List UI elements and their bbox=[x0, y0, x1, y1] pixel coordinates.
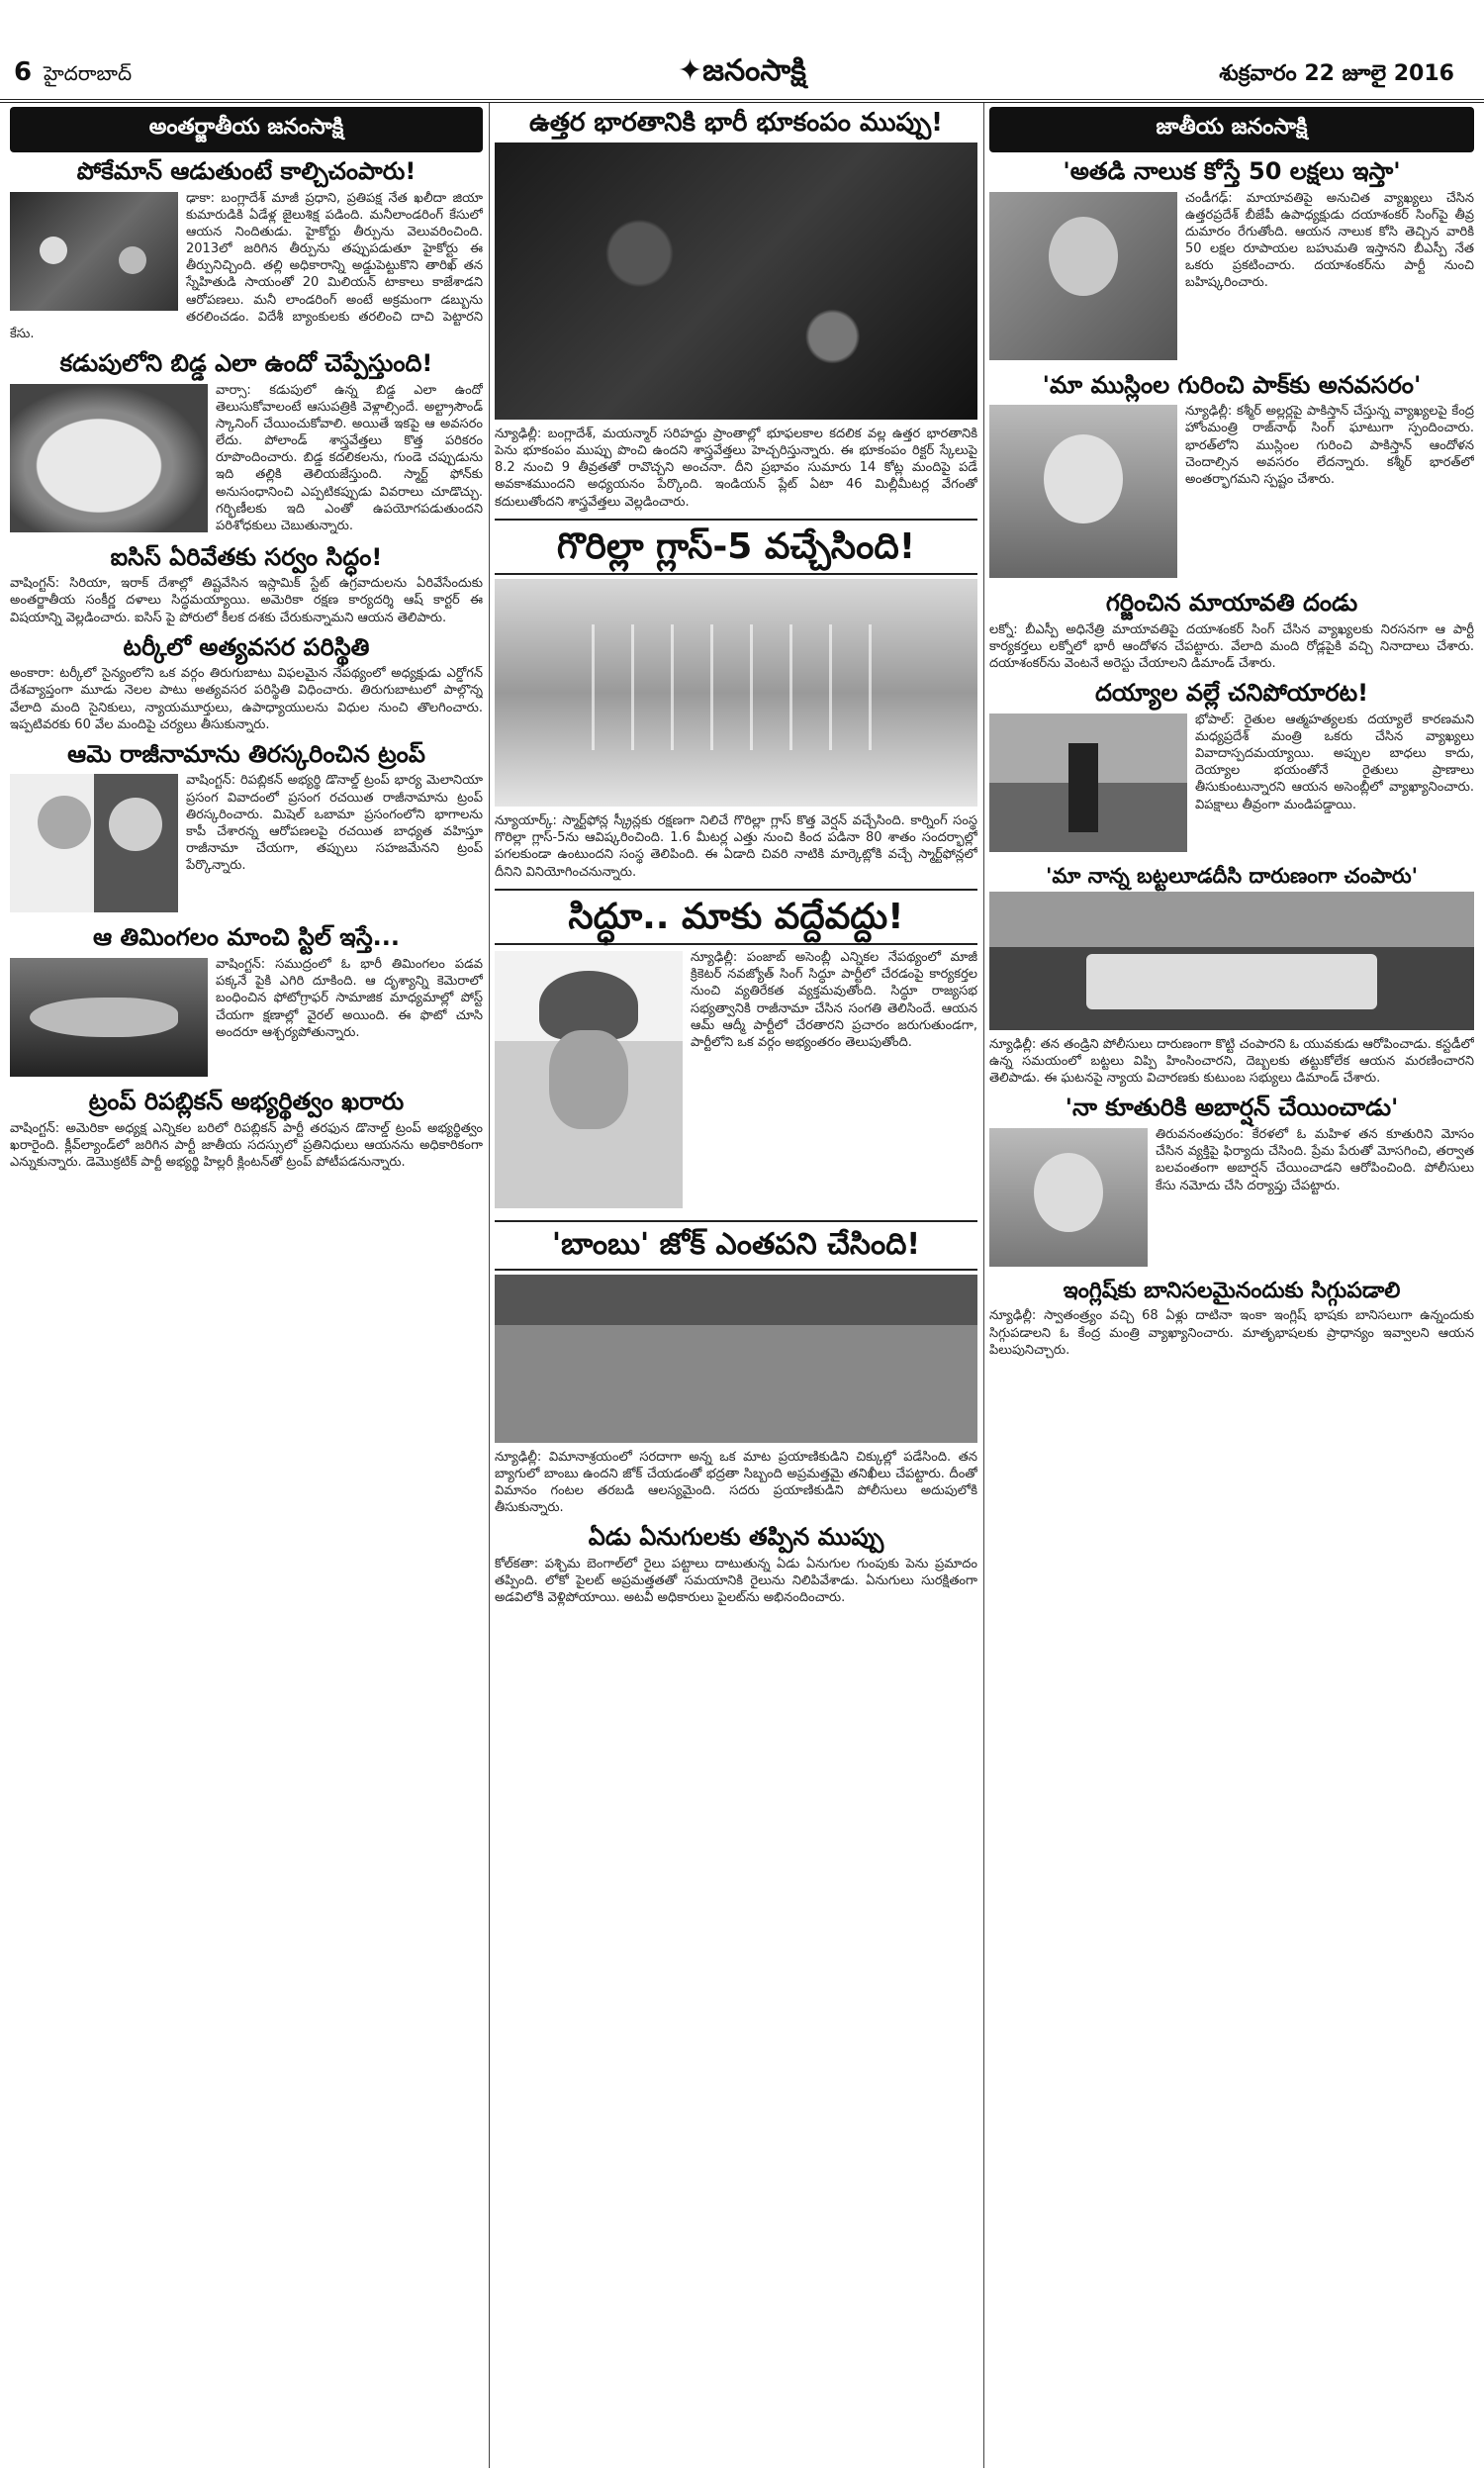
story-body: కోల్‌కతా: పశ్చిమ బెంగాల్‌లో రైలు పట్టాలు దాటుతున్న ఏడు ఏనుగుల గుంపుకు పెను ప్రమాదం తప్పింది. లోకో పైలట్ అప్రమత్తతతో సమయానికి రైలును నిలిపివేశాడు. ఏనుగులు సురక్షితంగా అడవిలోకి వెళ్లిపోయాయి. అటవీ అధికారులు పైలట్‌ను అభినందించారు. bbox=[495, 1556, 977, 1606]
column-center bbox=[495, 103, 977, 2468]
gorilla-glass-photo bbox=[495, 579, 977, 807]
headline: సిద్ధూ.. మాకు వద్దేవద్దు! bbox=[495, 889, 977, 945]
story-body: వాషింగ్టన్: అమెరికా అధ్యక్ష ఎన్నికల బరిలో రిపబ్లికన్ పార్టీ తరఫున డొనాల్డ్ ట్రంప్ అభ్యర్థిత్వం ఖరారైంది. క్లీవ్‌ల్యాండ్‌లో జరిగిన పార్టీ జాతీయ సదస్సులో ప్రతినిధులు ఆయనను అధికారికంగా ఎన్నుకున్నారు. డెమొక్రటిక్ పార్టీ అభ్యర్థి హిల్లరీ క్లింటన్‌తో ట్రంప్ పోటీపడనున్నారు. bbox=[10, 1120, 483, 1170]
story-sidhu bbox=[495, 889, 977, 1212]
airport-photo bbox=[495, 1275, 977, 1443]
headline: ట్రంప్ రిపబ్లికన్ అభ్యర్థిత్వం ఖరారు bbox=[88, 1088, 405, 1116]
story-tongue-bounty bbox=[989, 158, 1474, 364]
story-isis bbox=[10, 544, 483, 626]
story-body: న్యూఢిల్లీ: తన తండ్రిని పోలీసులు దారుణంగా కొట్టి చంపారని ఓ యువకుడు ఆరోపించాడు. కస్టడీలో ఉన్న సమయంలో బట్టలు విప్పి హింసించారని, దెబ్బలకు తట్టుకోలేక ఆయన మరణించారని తెలిపాడు. ఈ ఘటనపై న్యాయ విచారణకు కుటుంబ సభ్యులు డిమాండ్ చేశారు. bbox=[989, 1036, 1474, 1087]
story-trump-resignation bbox=[10, 741, 483, 917]
police-van-photo bbox=[989, 892, 1474, 1030]
story-earthquake bbox=[495, 109, 977, 511]
headline: ఏడు ఏనుగులకు తప్పిన ముప్పు bbox=[588, 1523, 884, 1552]
story-body: న్యూయార్క్: స్మార్ట్‌ఫోన్ల స్క్రీన్లకు రక్షణగా నిలిచే గొరిల్లా గ్లాస్ కొత్త వెర్షన్ వచ్చేసింది. కార్నింగ్ సంస్థ గొరిల్లా గ్లాస్-5ను ఆవిష్కరించింది. 1.6 మీటర్ల ఎత్తు నుంచి కింద పడినా 80 శాతం సందర్భాల్లో పగలకుండా ఉంటుందని సంస్థ తెలిపింది. ఈ ఏడాది చివరి నాటికి మార్కెట్లోకి వచ్చే స్మార్ట్‌ఫోన్లలో దీనిని వినియోగించనున్నారు. bbox=[495, 813, 977, 880]
headline: ఇంగ్లిష్‌కు బానిసలమైనందుకు సిగ్గుపడాలి bbox=[1063, 1279, 1401, 1304]
column-national bbox=[989, 103, 1474, 2468]
headline: 'నా కూతురికి అబార్షన్ చేయించాడు' bbox=[1065, 1094, 1399, 1122]
headline: కడుపులోని బిడ్డ ఎలా ఉందో చెప్పేస్తుంది! bbox=[59, 349, 433, 377]
story-body: న్యూఢిల్లీ: బంగ్లాదేశ్, మయన్మార్ సరిహద్దు ప్రాంతాల్లో భూఫలకాల కదలిక వల్ల ఉత్తర భారతానికి పెను భూకంపం ముప్పు పొంచి ఉందని శాస్త్రవేత్తలు హెచ్చరిస్తున్నారు. ఈ భూకంపం రిక్టర్ స్కేలుపై 8.2 నుంచి 9 తీవ్రతతో రావొచ్చని అంచనా. దీని ప్రభావం సుమారు 14 కోట్ల మందిపై పడే అవకాశముందని అధ్యయనం పేర్కొంది. ఇండియన్ ప్లేట్ ఏటా 46 మిల్లీమీటర్ల వేగంతో కదులుతోందని శాస్త్రవేత్తలు వెల్లడించారు. bbox=[495, 426, 977, 510]
story-rajnath bbox=[989, 372, 1474, 583]
headline: ఆ తిమింగలం మాంచి స్టిల్ ఇస్తే... bbox=[92, 923, 401, 952]
headline: 'అతడి నాలుక కోస్తే 50 లక్షలు ఇస్తా' bbox=[1063, 157, 1401, 185]
satellite-map-photo bbox=[495, 143, 977, 420]
story-body: న్యూఢిల్లీ: స్వాతంత్ర్యం వచ్చి 68 ఏళ్లు దాటినా ఇంకా ఇంగ్లిష్ భాషకు బానిసలుగా ఉన్నందుకు సిగ్గుపడాలని ఓ కేంద్ర మంత్రి వ్యాఖ్యానించారు. మాతృభాషలకు ప్రాధాన్యం ఇవ్వాలని ఆయన పిలుపునిచ్చారు. bbox=[989, 1308, 1474, 1358]
story-body: వాషింగ్టన్: సిరియా, ఇరాక్ దేశాల్లో తిష్టవేసిన ఇస్లామిక్ స్టేట్ ఉగ్రవాదులను ఏరివేసేందుకు అంతర్జాతీయ సంకీర్ణ దళాలు సిద్ధమయ్యాయి. అమెరికా రక్షణ కార్యదర్శి ఆష్ కార్టర్ ఈ విషయాన్ని వెల్లడించారు. ఐసిస్ పై పోరులో కీలక దశకు చేరుకున్నామని ఆయన తెలిపారు. bbox=[10, 576, 483, 625]
story-elephants bbox=[495, 1524, 977, 1606]
section-label-international: అంతర్జాతీయ జనంసాక్షి bbox=[10, 107, 483, 152]
story-body: తిరువనంతపురం: కేరళలో ఓ మహిళ తన కూతురిని మోసం చేసిన వ్యక్తిపై ఫిర్యాదు చేసింది. ప్రేమ పేరుతో మోసగించి, తర్వాత బలవంతంగా అబార్షన్ చేయించాడని ఆరోపించింది. పోలీసులు కేసు నమోదు చేసి దర్యాప్తు చేపట్టారు. bbox=[1156, 1127, 1474, 1193]
story-turkey bbox=[10, 634, 483, 733]
story-trump-nomination bbox=[10, 1089, 483, 1171]
column-divider bbox=[983, 103, 984, 2468]
headline: 'మా నాన్న బట్టలూడదీసి దారుణంగా చంపారు' bbox=[1045, 863, 1419, 888]
page-number: 6 bbox=[14, 57, 33, 87]
pregnancy-photo bbox=[10, 384, 208, 532]
story-body: న్యూఢిల్లీ: విమానాశ్రయంలో సరదాగా అన్న ఒక మాట ప్రయాణికుడిని చిక్కుల్లో పడేసింది. తన బ్యాగులో బాంబు ఉందని జోక్ చేయడంతో భద్రతా సిబ్బంది అప్రమత్తమై తనిఖీలు చేపట్టారు. దీంతో విమానం గంటల తరబడి ఆలస్యమైంది. సదరు ప్రయాణికుడిని పోలీసులు అదుపులోకి తీసుకున్నారు. bbox=[495, 1449, 977, 1516]
whale-photo bbox=[10, 958, 208, 1077]
story-body: వాషింగ్టన్: సముద్రంలో ఓ భారీ తిమింగలం పడవ పక్కనే పైకి ఎగిరి దూకింది. ఆ దృశ్యాన్ని కెమెరాలో బంధించిన ఫోటోగ్రాఫర్ సామాజిక మాధ్యమాల్లో పోస్ట్ చేయగా క్షణాల్లో వైరల్ అయింది. ఈ ఫొటో చూసి అందరూ ఆశ్చర్యపోతున్నారు. bbox=[216, 957, 483, 1040]
headline: ఉత్తర భారతానికి భారీ భూకంపం ముప్పు! bbox=[528, 108, 944, 138]
headline: టర్కీలో అత్యవసర పరిస్థితి bbox=[123, 632, 370, 661]
bsp-leader-photo bbox=[989, 192, 1177, 360]
story-baby-monitor bbox=[10, 350, 483, 536]
newspaper-logo: ✦జనంసాక్షి bbox=[678, 53, 806, 88]
story-pokemon bbox=[10, 158, 483, 342]
story-body: న్యూఢిల్లీ: పంజాబ్ అసెంబ్లీ ఎన్నికల నేపథ్యంలో మాజీ క్రికెటర్ నవజ్యోత్ సింగ్ సిద్ధూ పార్టీలో చేరడంపై కార్యకర్తల నుంచి వ్యతిరేకత వ్యక్తమవుతోంది. సిద్ధూ రాజ్యసభ సభ్యత్వానికి రాజీనామా చేసిన సంగతి తెలిసిందే. ఆయన ఆమ్ ఆద్మీ పార్టీలో చేరతారని ప్రచారం జరుగుతుండగా, పార్టీలోని ఒక వర్గం అభ్యంతరం తెలుపుతోంది. bbox=[691, 950, 977, 1050]
story-custody-death bbox=[989, 864, 1474, 1088]
sidhu-photo bbox=[495, 951, 683, 1208]
story-body: న్యూఢిల్లీ: కశ్మీర్ అల్లర్లపై పాకిస్తాన్ చేస్తున్న వ్యాఖ్యలపై కేంద్ర హోంమంత్రి రాజ్‌నాథ్ సింగ్ ఘాటుగా స్పందించారు. భారత్‌లోని ముస్లింల గురించి పాకిస్తాన్ ఆందోళన చెందాల్సిన అవసరం లేదన్నారు. కశ్మీర్ భారత్‌లో అంతర్భాగమని స్పష్టం చేశారు. bbox=[1185, 404, 1474, 487]
story-mayawati-protest bbox=[989, 590, 1474, 672]
column-international bbox=[10, 103, 483, 2468]
story-ghosts bbox=[989, 680, 1474, 856]
headline: ఆమె రాజీనామాను తిరస్కరించిన ట్రంప్ bbox=[67, 739, 425, 768]
story-gorilla-glass bbox=[495, 519, 977, 881]
story-body: ఢాకా: బంగ్లాదేశ్ మాజీ ప్రధాని, ప్రతిపక్ష నేత ఖలీదా జియా కుమారుడికి ఏడేళ్ల జైలుశిక్ష పడింది. మనీలాండరింగ్ కేసులో ఆయన నిందితుడు. హైకోర్టు తీర్పును వెలువరించింది. 2013లో జరిగిన తీర్పును తప్పుపడుతూ హైకోర్టు ఈ తీర్పునిచ్చింది. తల్లి అధికారాన్ని అడ్డుపెట్టుకొని తారిఖ్ తన స్నేహితుడి సాయంతో 20 మిలియన్ టాకాలు కాజేశాడని ఆరోపణలు. మనీ లాండరింగ్ అంటే అక్రమంగా డబ్బును తరలించడం. విదేశీ బ్యాంకులకు తరలించి దాచి పెట్టారని కేసు. bbox=[10, 190, 483, 341]
headline: దయ్యాల వల్లే చనిపోయారట! bbox=[1094, 679, 1369, 708]
story-bomb-joke bbox=[495, 1220, 977, 1516]
story-abortion bbox=[989, 1094, 1474, 1271]
story-body: వార్సా: కడుపులో ఉన్న బిడ్డ ఎలా ఉందో తెలుసుకోవాలంటే ఆసుపత్రికి వెళ్లాల్సిందే. అల్ట్రాసౌండ్ స్కానింగ్ చేయించుకోవాలి. అయితే ఇకపై ఆ అవసరం లేదు. పోలాండ్ శాస్త్రవేత్తలు కొత్త పరికరం రూపొందించారు. బిడ్డ కదలికలను, గుండె చప్పుడును ఇది తల్లికి తెలియజేస్తుంది. స్మార్ట్ ఫోన్‌కు అనుసంధానించి ఎప్పటికప్పుడు వివరాలు చూడొచ్చు. గర్భిణీలకు ఇది ఎంతో ఉపయోగపడుతుందని పరిశోధకులు చెబుతున్నారు. bbox=[216, 382, 483, 533]
pokemon-photo bbox=[10, 192, 178, 311]
headline: ఐసిస్ ఏరివేతకు సర్వం సిద్ధం! bbox=[110, 542, 383, 571]
story-body: లక్నో: బీఎస్పీ అధినేత్రి మాయావతిపై దయాశంకర్ సింగ్ చేసిన వ్యాఖ్యలకు నిరసనగా ఆ పార్టీ కార్యకర్తలు లక్నోలో భారీ ఆందోళన చేపట్టారు. వేలాది మంది రోడ్లపైకి వచ్చి నినాదాలు చేశారు. దయాశంకర్‌ను వెంటనే అరెస్టు చేయాలని డిమాండ్ చేశారు. bbox=[989, 621, 1474, 672]
story-body: వాషింగ్టన్: రిపబ్లికన్ అభ్యర్థి డొనాల్డ్ ట్రంప్ భార్య మెలానియా ప్రసంగ వివాదంలో ప్రసంగ రచయిత రాజీనామాను ట్రంప్ తిరస్కరించారు. మిషెల్ ఒబామా ప్రసంగంలోని భాగాలను కాపీ చేశారన్న ఆరోపణలపై రచయిత బాధ్యత వహిస్తూ రాజీనామా చేయగా, తప్పులు సహజమేనని ట్రంప్ పేర్కొన్నారు. bbox=[186, 773, 483, 874]
story-english bbox=[989, 1279, 1474, 1359]
trump-melania-photo bbox=[10, 774, 178, 912]
masthead bbox=[0, 0, 1484, 103]
section-label-national: జాతీయ జనంసాక్షి bbox=[989, 107, 1474, 152]
rajnath-photo bbox=[989, 405, 1177, 578]
headline: గొరిల్లా గ్లాస్-5 వచ్చేసింది! bbox=[495, 519, 977, 575]
edition-city: హైదరాబాద్ bbox=[44, 61, 133, 85]
headline: పోకేమాన్ ఆడుతుంటే కాల్చిచంపారు! bbox=[76, 157, 417, 185]
edition-date: శుక్రవారం 22 జూలై 2016 bbox=[1219, 61, 1454, 86]
story-body: చండీగఢ్: మాయావతిపై అనుచిత వ్యాఖ్యలు చేసిన ఉత్తరప్రదేశ్ బీజేపీ ఉపాధ్యక్షుడు దయాశంకర్ సింగ్‌పై తీవ్ర దుమారం రేగుతోంది. ఆయన నాలుక కోసి తెచ్చిన వారికి 50 లక్షల రూపాయల బహుమతి ఇస్తానని బీఎస్పీ నేత ఒకరు ప్రకటించారు. దయాశంకర్‌ను పార్టీ నుంచి బహిష్కరించారు. bbox=[1185, 190, 1474, 291]
headline: గర్జించిన మాయావతి దండు bbox=[1105, 589, 1358, 618]
headline: 'మా ముస్లింల గురించి పాక్‌కు అనవసరం' bbox=[1042, 370, 1422, 399]
story-body: అంకారా: టర్కీలో సైన్యంలోని ఒక వర్గం తిరుగుబాటు విఫలమైన నేపథ్యంలో అధ్యక్షుడు ఎర్డోగన్ దేశవ్యాప్తంగా మూడు నెలల పాటు అత్యవసర పరిస్థితి విధించారు. తిరుగుబాటులో పాల్గొన్న వేలాది మంది సైనికులు, న్యాయమూర్తులు, ఉపాధ్యాయులను విధుల నుంచి తొలగించారు. ఇప్పటివరకు 60 వేల మందిపై చర్యలు తీసుకున్నారు. bbox=[10, 666, 483, 732]
column-divider bbox=[489, 103, 490, 2468]
farmer-photo bbox=[989, 714, 1187, 852]
story-body: భోపాల్: రైతుల ఆత్మహత్యలకు దయ్యాలే కారణమని మధ్యప్రదేశ్ మంత్రి ఒకరు చేసిన వ్యాఖ్యలు వివాదాస్పదమయ్యాయి. అప్పుల బాధలు కాదు, దెయ్యాల భయంతోనే రైతులు ప్రాణాలు తీసుకుంటున్నారని ఆయన అసెంబ్లీలో వ్యాఖ్యానించారు. విపక్షాలు తీవ్రంగా మండిపడ్డాయి. bbox=[1195, 712, 1474, 812]
headline: 'బాంబు' జోక్ ఎంతపని చేసింది! bbox=[495, 1220, 977, 1271]
story-whale bbox=[10, 924, 483, 1081]
mother-photo bbox=[989, 1128, 1148, 1267]
